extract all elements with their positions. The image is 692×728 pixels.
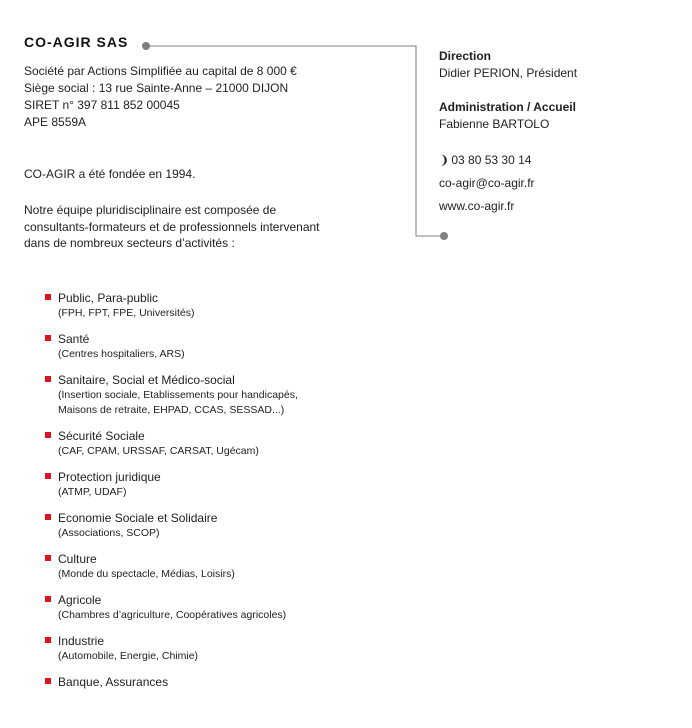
sector-detail: (Automobile, Energie, Chimie)	[58, 650, 199, 662]
bullet-icon	[45, 432, 51, 438]
direction-value: Didier PERION, Président	[439, 66, 578, 80]
sector-detail: (Centres hospitaliers, ARS)	[58, 348, 185, 360]
list-item	[44, 633, 364, 664]
phone-line	[439, 149, 577, 172]
phone-icon: ❩	[439, 153, 450, 167]
sector-title: Banque, Assurances	[58, 675, 169, 689]
sector-detail: (FPH, FPT, FPE, Universités)	[58, 307, 195, 319]
legal-form: Société par Actions Simplifiée au capital de 8 000 €	[24, 64, 297, 78]
head-office: Siège social : 13 rue Sainte-Anne – 21000 DIJON	[24, 81, 289, 95]
bullet-icon	[45, 294, 51, 300]
sector-title: Protection juridique	[58, 470, 161, 484]
list-item	[44, 372, 364, 418]
sector-title: Economie Sociale et Solidaire	[58, 511, 218, 525]
email-link[interactable]: co-agir@co-agir.fr	[439, 176, 535, 190]
connector-dot-end	[440, 232, 448, 240]
intro-text: Notre équipe pluridisciplinaire est composée de consultants-formateurs et de professionnels intervenant dans de nombreux secteurs d’activités :	[24, 203, 320, 250]
list-item	[44, 551, 364, 582]
sector-detail: (CAF, CPAM, URSSAF, CARSAT, Ugécam)	[58, 445, 259, 457]
ape-code: APE 8559A	[24, 115, 87, 129]
sector-title: Culture	[58, 552, 97, 566]
admin-value: Fabienne BARTOLO	[439, 117, 550, 131]
company-name: CO-AGIR SAS	[24, 34, 129, 50]
sector-title: Public, Para-public	[58, 291, 159, 305]
connector-dot-start	[142, 42, 150, 50]
list-item	[44, 428, 364, 459]
sector-detail: (ATMP, UDAF)	[58, 486, 127, 498]
legal-info	[24, 63, 297, 131]
sector-list	[44, 290, 364, 700]
sector-title: Agricole	[58, 593, 102, 607]
siret: SIRET n° 397 811 852 00045	[24, 98, 180, 112]
website-link[interactable]: www.co-agir.fr	[439, 199, 515, 213]
bullet-icon	[45, 335, 51, 341]
contact-panel	[439, 48, 577, 218]
sector-detail: (Associations, SCOP)	[58, 527, 160, 539]
list-item	[44, 674, 364, 690]
bullet-icon	[45, 596, 51, 602]
admin-label: Administration / Accueil	[439, 100, 576, 114]
list-item	[44, 290, 364, 321]
bullet-icon	[45, 514, 51, 520]
list-item	[44, 469, 364, 500]
sector-title: Industrie	[58, 634, 105, 648]
sector-title: Santé	[58, 332, 90, 346]
direction-label: Direction	[439, 49, 492, 63]
list-item	[44, 510, 364, 541]
bullet-icon	[45, 637, 51, 643]
sector-title: Sécurité Sociale	[58, 429, 145, 443]
bullet-icon	[45, 376, 51, 382]
sector-detail: (Monde du spectacle, Médias, Loisirs)	[58, 568, 235, 580]
founded-text: CO-AGIR a été fondée en 1994.	[24, 167, 196, 181]
phone-number[interactable]: 03 80 53 30 14	[451, 153, 532, 167]
list-item	[44, 592, 364, 623]
bullet-icon	[45, 555, 51, 561]
sector-title: Sanitaire, Social et Médico-social	[58, 373, 235, 387]
sector-detail: (Insertion sociale, Etablissements pour handicapés, Maisons de retraite, EHPAD, CCAS, SESSAD...)	[58, 389, 298, 416]
bullet-icon	[45, 678, 51, 684]
list-item	[44, 331, 364, 362]
sector-detail: (Chambres d’agriculture, Coopératives agricoles)	[58, 609, 287, 621]
bullet-icon	[45, 473, 51, 479]
